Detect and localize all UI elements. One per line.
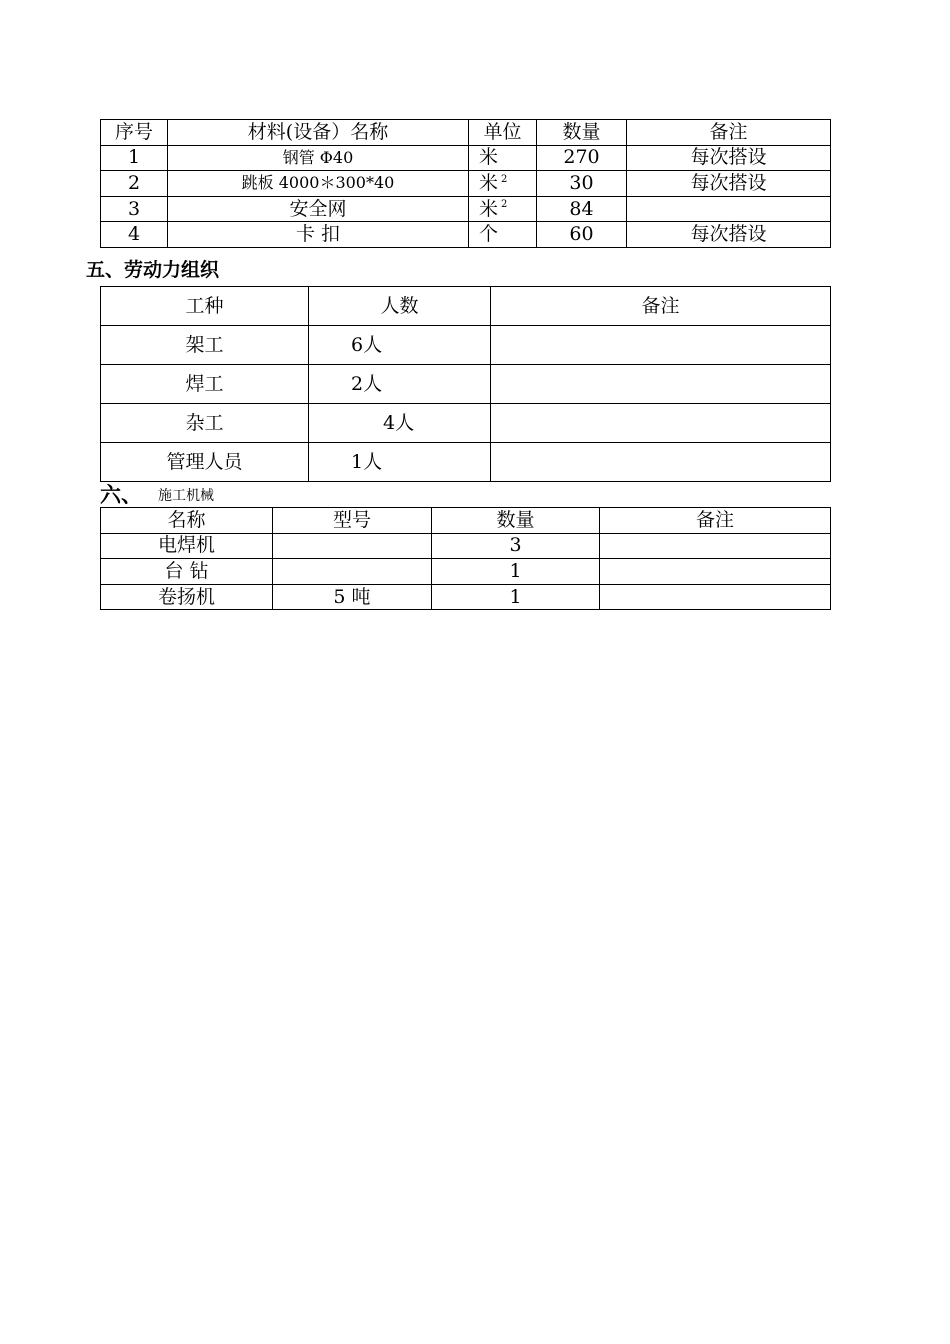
cell-model (273, 533, 432, 559)
cell-qty: 3 (432, 533, 600, 559)
header-cell: 人数 (309, 287, 491, 326)
cell-name: 台 钻 (101, 559, 273, 585)
cell-unit (469, 145, 537, 171)
unit-superscript: 2 (501, 199, 508, 211)
table-row (101, 365, 831, 404)
table-row (101, 222, 831, 248)
header-cell: 备注 (600, 508, 831, 534)
cell-note (491, 326, 831, 365)
table-row (101, 443, 831, 482)
header-cell: 名称 (101, 508, 273, 534)
section-heading-labor: 五、劳动力组织 (86, 259, 220, 281)
header-cell: 单位 (469, 120, 537, 146)
unit-text: 米 (479, 197, 499, 220)
cell-note (491, 365, 831, 404)
cell-count: 2人 (309, 365, 491, 404)
cell-type: 管理人员 (101, 443, 309, 482)
table-row (101, 171, 831, 197)
cell-note (627, 196, 831, 222)
table-row (101, 533, 831, 559)
cell-model (273, 559, 432, 585)
cell-note: 每次搭设 (627, 145, 831, 171)
header-cell: 数量 (432, 508, 600, 534)
table-row (101, 145, 831, 171)
header-cell: 型号 (273, 508, 432, 534)
cell-name: 安全网 (168, 196, 469, 222)
unit-text: 个 (479, 223, 499, 246)
header-cell: 备注 (491, 287, 831, 326)
table-row (101, 326, 831, 365)
cell-qty: 30 (537, 171, 627, 197)
cell-no: 1 (101, 145, 168, 171)
cell-model: 5 吨 (273, 584, 432, 610)
table-row (101, 404, 831, 443)
cell-count: 4人 (309, 404, 491, 443)
header-cell: 序号 (101, 120, 168, 146)
cell-no: 3 (101, 196, 168, 222)
cell-note (600, 533, 831, 559)
cell-name: 电焊机 (101, 533, 273, 559)
cell-qty: 270 (537, 145, 627, 171)
cell-qty: 84 (537, 196, 627, 222)
header-cell: 材料(设备）名称 (168, 120, 469, 146)
cell-no: 4 (101, 222, 168, 248)
cell-unit (469, 196, 537, 222)
cell-count: 6人 (309, 326, 491, 365)
cell-unit (469, 222, 537, 248)
cell-type: 架工 (101, 326, 309, 365)
cell-qty: 60 (537, 222, 627, 248)
materials-table (100, 119, 831, 248)
cell-name: 钢管 Φ40 (168, 145, 469, 171)
header-cell: 备注 (627, 120, 831, 146)
cell-type: 焊工 (101, 365, 309, 404)
cell-note (491, 404, 831, 443)
unit-text: 米 (479, 171, 499, 194)
cell-no: 2 (101, 171, 168, 197)
machinery-table (100, 507, 831, 610)
table-header-row (101, 120, 831, 146)
section-heading-machinery: 施工机械 (158, 488, 214, 504)
cell-note (600, 559, 831, 585)
cell-qty: 1 (432, 559, 600, 585)
table-row (101, 584, 831, 610)
cell-qty: 1 (432, 584, 600, 610)
labor-table (100, 286, 831, 482)
unit-superscript: 2 (501, 173, 508, 185)
cell-unit (469, 171, 537, 197)
table-row (101, 559, 831, 585)
cell-name: 卡 扣 (168, 222, 469, 248)
cell-note: 每次搭设 (627, 171, 831, 197)
table-row (101, 196, 831, 222)
cell-note (491, 443, 831, 482)
cell-name: 卷扬机 (101, 584, 273, 610)
section-heading-machinery-number: 六、 (100, 483, 142, 507)
cell-count: 1人 (309, 443, 491, 482)
table-header-row (101, 287, 831, 326)
cell-name: 跳板 4000＊300*40 (168, 171, 469, 197)
cell-type: 杂工 (101, 404, 309, 443)
table-header-row (101, 508, 831, 534)
cell-note: 每次搭设 (627, 222, 831, 248)
unit-text: 米 (479, 146, 499, 169)
header-cell: 数量 (537, 120, 627, 146)
cell-note (600, 584, 831, 610)
header-cell: 工种 (101, 287, 309, 326)
